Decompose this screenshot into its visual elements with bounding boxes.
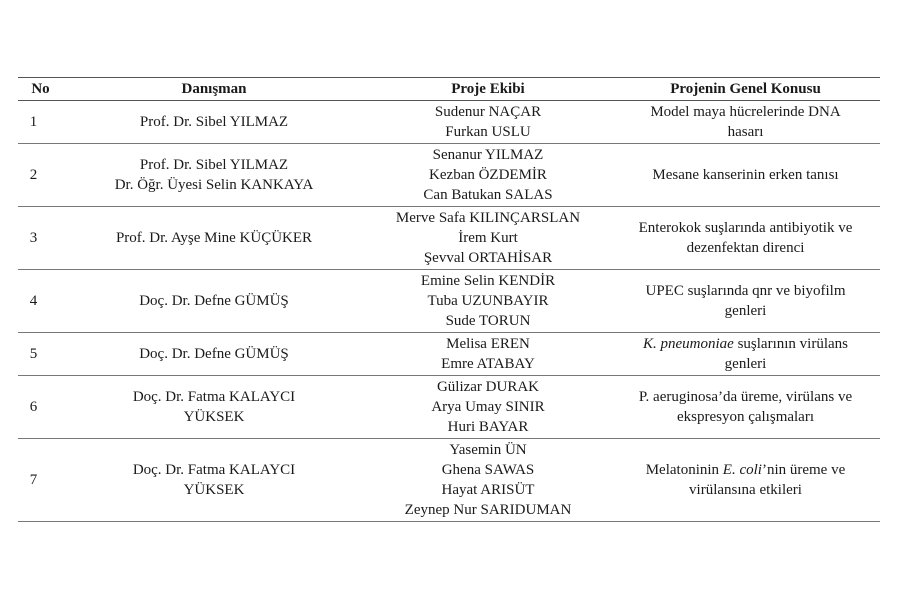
team-member: Sudenur NAÇAR [434,104,542,120]
topic-line: genleri [724,303,767,319]
species-name: E. coli [722,462,762,478]
table-row [18,144,880,207]
team-member: Huri BAYAR [447,419,529,435]
team-cell [365,439,611,522]
topic-cell [611,376,880,439]
team-member: Yasemin ÜN [449,442,527,458]
topic-line: virülansına etkileri [689,482,802,498]
team-member: Emine Selin KENDİR [420,273,556,289]
topic-cell [611,144,880,207]
team-member: Gülizar DURAK [436,379,540,395]
advisor-name: Prof. Dr. Sibel YILMAZ [139,114,289,130]
table-row [18,439,880,522]
team-member: Melisa EREN [446,336,530,352]
advisor-name: Doç. Dr. Defne GÜMÜŞ [139,293,289,309]
project-table-container [18,77,880,522]
header-no: No [18,78,63,101]
team-member: Emre ATABAY [441,356,535,372]
topic-cell [611,101,880,144]
team-member: Kezban ÖZDEMİR [429,167,547,183]
team-cell [365,376,611,439]
row-number: 7 [18,439,63,522]
row-number: 2 [18,144,63,207]
header-team: Proje Ekibi [365,78,611,101]
topic-line: Model maya hücrelerinde DNA [650,104,841,120]
team-member: Arya Umay SINIR [431,399,545,415]
topic-line: hasarı [727,124,764,140]
advisor-cell [63,144,365,207]
topic-cell [611,439,880,522]
advisor-cell [63,101,365,144]
advisor-name: Dr. Öğr. Üyesi Selin KANKAYA [114,177,314,193]
advisor-cell [63,207,365,270]
advisor-cell [63,439,365,522]
team-member: Tuba UZUNBAYIR [427,293,549,309]
table-row [18,101,880,144]
row-number: 1 [18,101,63,144]
topic-line: UPEC suşlarında qnr ve biyofilm [645,283,846,299]
advisor-name: Prof. Dr. Sibel YILMAZ [139,157,289,173]
table-row [18,333,880,376]
advisor-name: YÜKSEK [183,409,245,425]
team-member: Ghena SAWAS [441,462,535,478]
row-number: 6 [18,376,63,439]
table-row [18,376,880,439]
topic-line: Mesane kanserinin erken tanısı [652,167,839,183]
topic-line [615,460,876,480]
team-member: İrem Kurt [458,230,518,246]
topic-line: dezenfektan direnci [686,240,805,256]
team-member: Sude TORUN [445,313,531,329]
advisor-name: YÜKSEK [183,482,245,498]
team-member: Zeynep Nur SARIDUMAN [404,502,572,518]
topic-cell [611,270,880,333]
table-row [18,270,880,333]
header-topic: Projenin Genel Konusu [611,78,880,101]
topic-line: Enterokok suşlarında antibiyotik ve [638,220,853,236]
topic-text: suşlarının virülans [733,336,848,352]
advisor-name: Doç. Dr. Defne GÜMÜŞ [139,346,289,362]
header-advisor: Danışman [63,78,365,101]
row-number: 4 [18,270,63,333]
topic-cell [611,207,880,270]
advisor-cell [63,270,365,333]
advisor-name: Doç. Dr. Fatma KALAYCI [132,462,296,478]
advisor-name: Doç. Dr. Fatma KALAYCI [132,389,296,405]
row-number: 5 [18,333,63,376]
team-member: Senanur YILMAZ [432,147,544,163]
project-table [18,77,880,522]
species-name: K. pneumoniae [643,336,734,352]
team-member: Can Batukan SALAS [423,187,553,203]
topic-line: ekspresyon çalışmaları [676,409,815,425]
team-member: Hayat ARISÜT [441,482,535,498]
team-cell [365,144,611,207]
topic-line: P. aeruginosa’da üreme, virülans ve [638,389,853,405]
team-cell [365,333,611,376]
table-row [18,207,880,270]
team-cell [365,207,611,270]
team-member: Merve Safa KILINÇARSLAN [395,210,581,226]
team-cell [365,101,611,144]
advisor-cell [63,333,365,376]
team-cell [365,270,611,333]
topic-line [615,334,876,354]
topic-text: Melatoninin [645,462,723,478]
advisor-cell [63,376,365,439]
row-number: 3 [18,207,63,270]
team-member: Furkan USLU [445,124,531,140]
advisor-name: Prof. Dr. Ayşe Mine KÜÇÜKER [115,230,313,246]
topic-cell [611,333,880,376]
topic-text: ’nin üreme ve [761,462,846,478]
team-member: Şevval ORTAHİSAR [423,250,553,266]
table-header-row [18,78,880,101]
topic-line: genleri [724,356,767,372]
